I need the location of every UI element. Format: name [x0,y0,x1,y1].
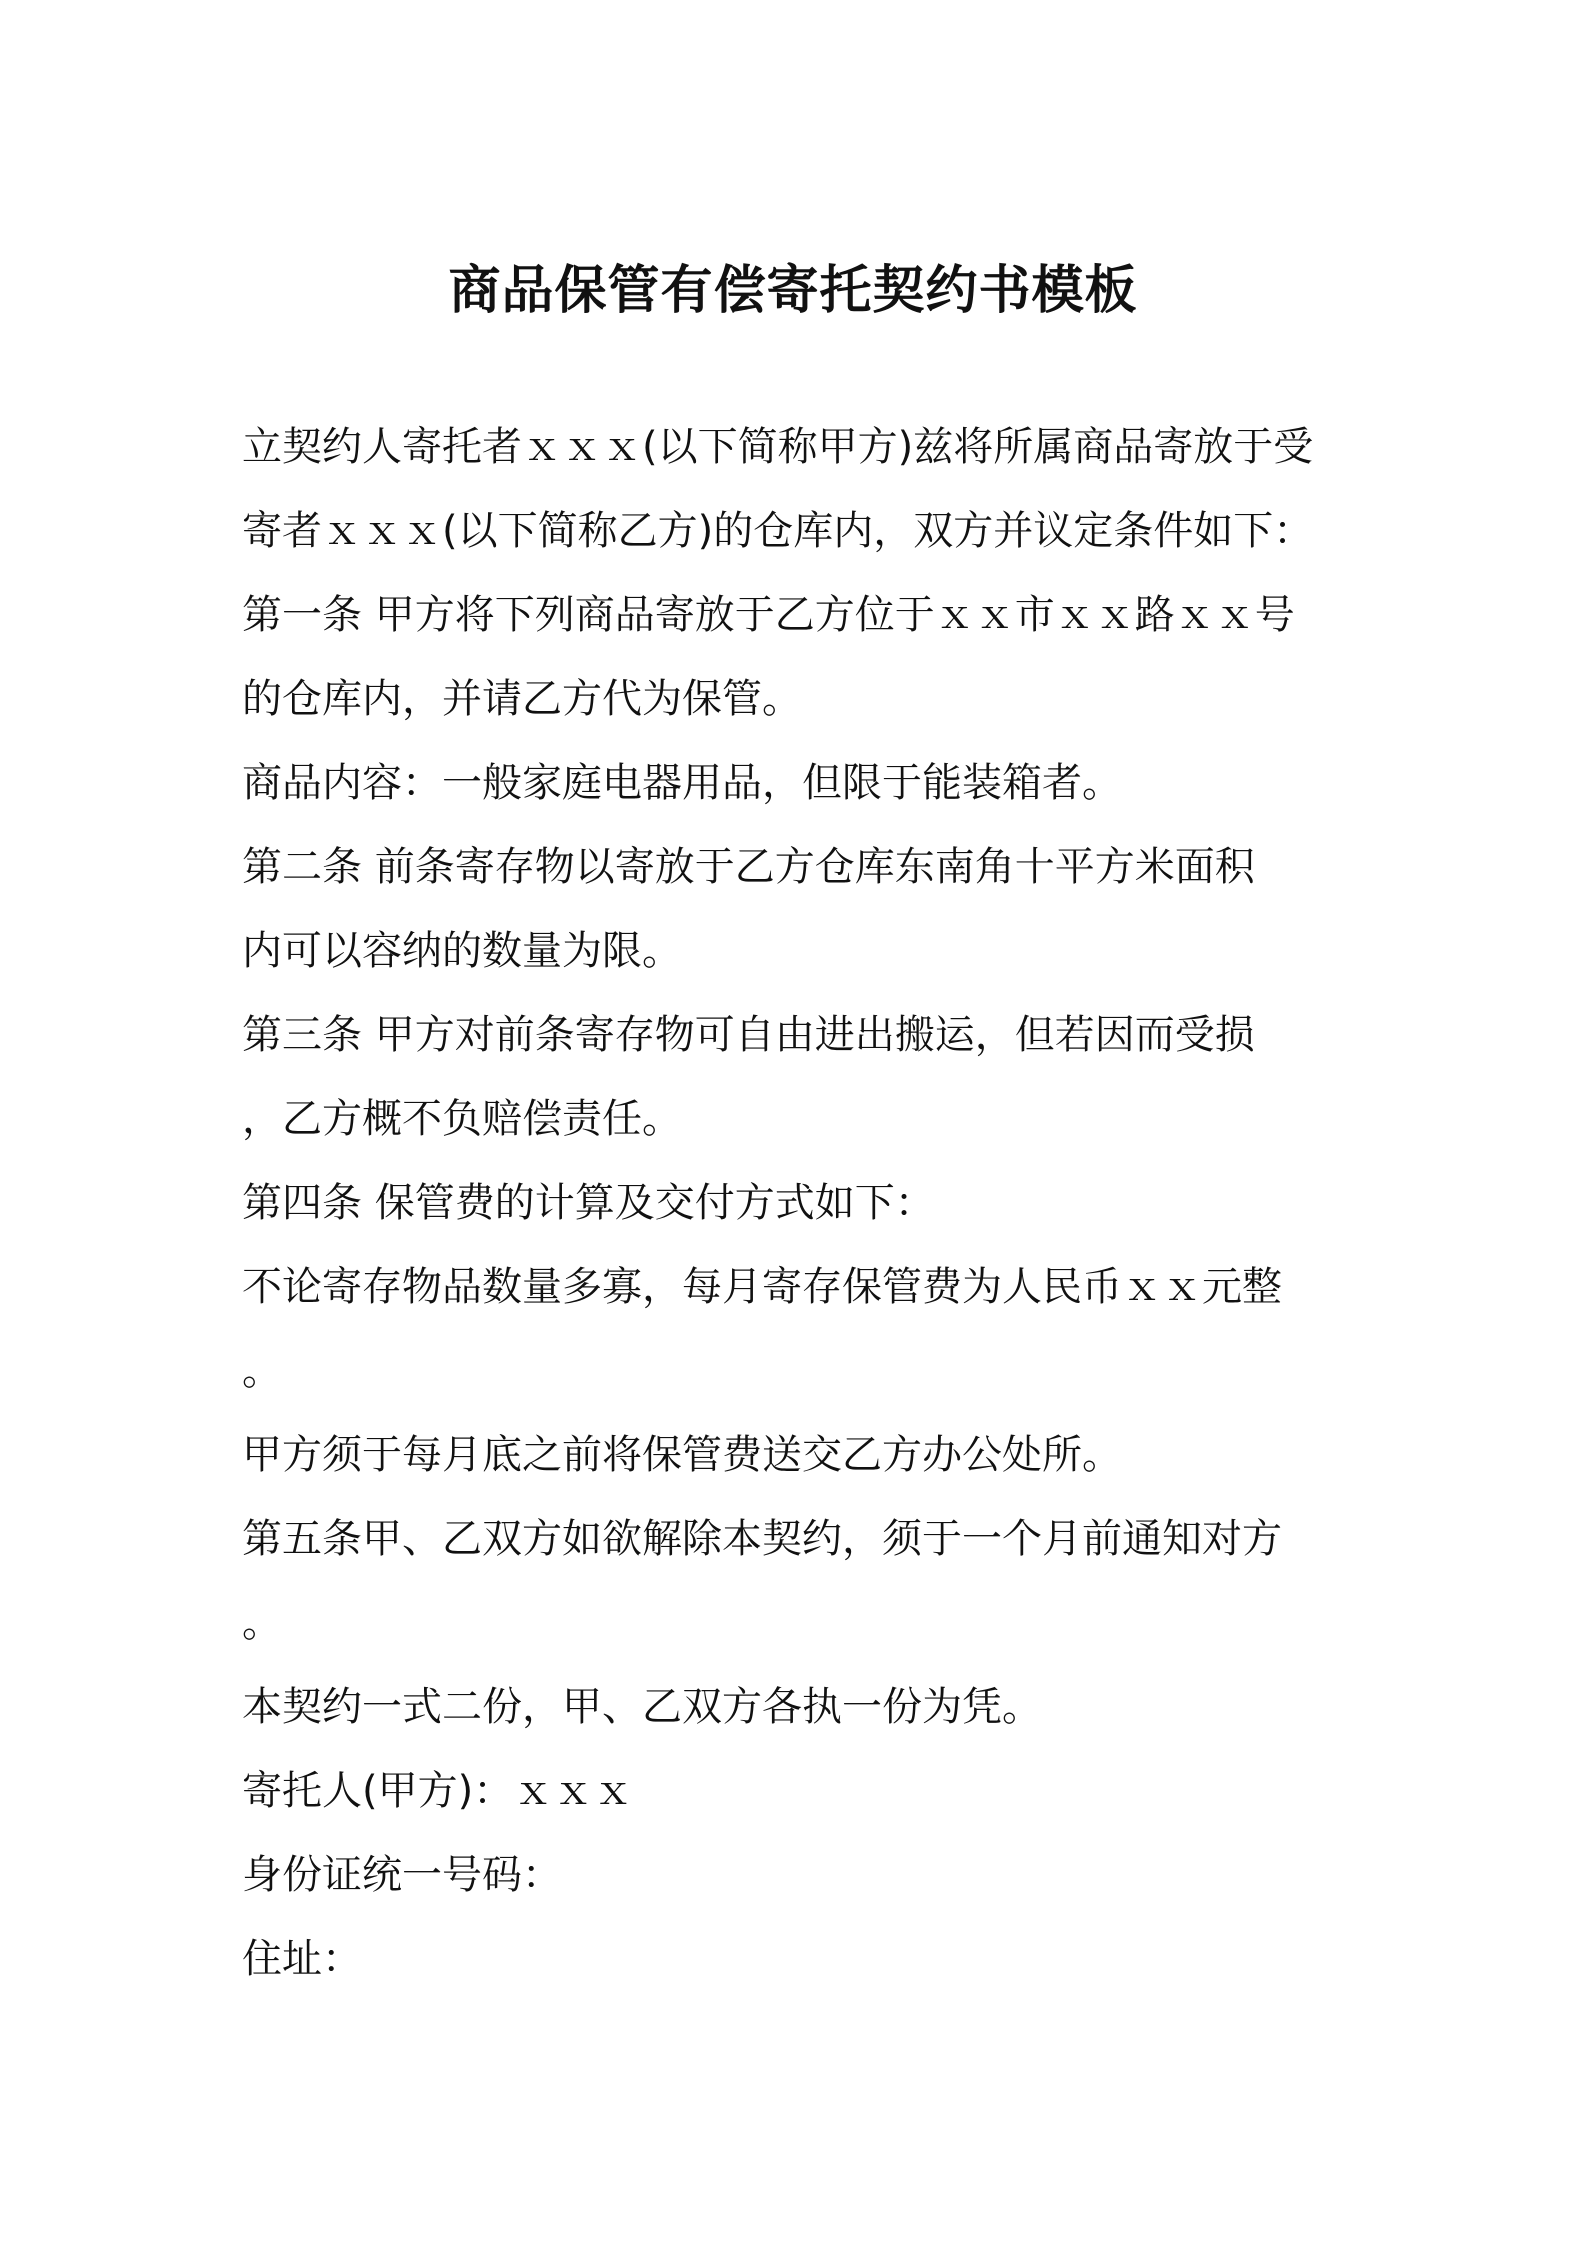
document-title: 商品保管有偿寄托契约书模板 [448,261,1138,321]
id-number-line: 身份证统一号码： [242,1852,562,1898]
contract-line-copies: 本契约一式二份，甲、乙双方各执一份为凭。 [242,1684,1042,1730]
contract-line-article-4: 第四条 保管费的计算及交付方式如下： [242,1180,935,1226]
depositor-line: 寄托人(甲方)：ｘｘｘ [242,1768,634,1814]
contract-line-article-1-b: 的仓库内，并请乙方代为保管。 [242,676,802,722]
contract-line-article-5-b: 。 [242,1600,282,1646]
contract-line-intro-2: 寄者ｘｘｘ(以下简称乙方)的仓库内，双方并议定条件如下： [242,508,1314,554]
address-line: 住址： [242,1936,362,1982]
contract-line-article-3-a: 第三条 甲方对前条寄存物可自由进出搬运，但若因而受损 [242,1012,1255,1058]
contract-line-article-1-a: 第一条 甲方将下列商品寄放于乙方位于ｘｘ市ｘｘ路ｘｘ号 [242,592,1295,638]
contract-line-goods: 商品内容：一般家庭电器用品，但限于能装箱者。 [242,760,1122,806]
contract-body [242,405,1352,2001]
contract-line-article-2-a: 第二条 前条寄存物以寄放于乙方仓库东南角十平方米面积 [242,844,1255,890]
contract-line-fee-a: 不论寄存物品数量多寡，每月寄存保管费为人民币ｘｘ元整 [242,1264,1282,1310]
contract-line-intro-1: 立契约人寄托者ｘｘｘ(以下简称甲方)兹将所属商品寄放于受 [242,424,1314,470]
contract-line-article-3-b: ，乙方概不负赔偿责任。 [242,1096,682,1142]
contract-line-payment: 甲方须于每月底之前将保管费送交乙方办公处所。 [242,1432,1122,1478]
contract-line-fee-b: 。 [242,1348,282,1394]
contract-line-article-5-a: 第五条甲、乙双方如欲解除本契约，须于一个月前通知对方 [242,1516,1282,1562]
contract-line-article-2-b: 内可以容纳的数量为限。 [242,928,682,974]
